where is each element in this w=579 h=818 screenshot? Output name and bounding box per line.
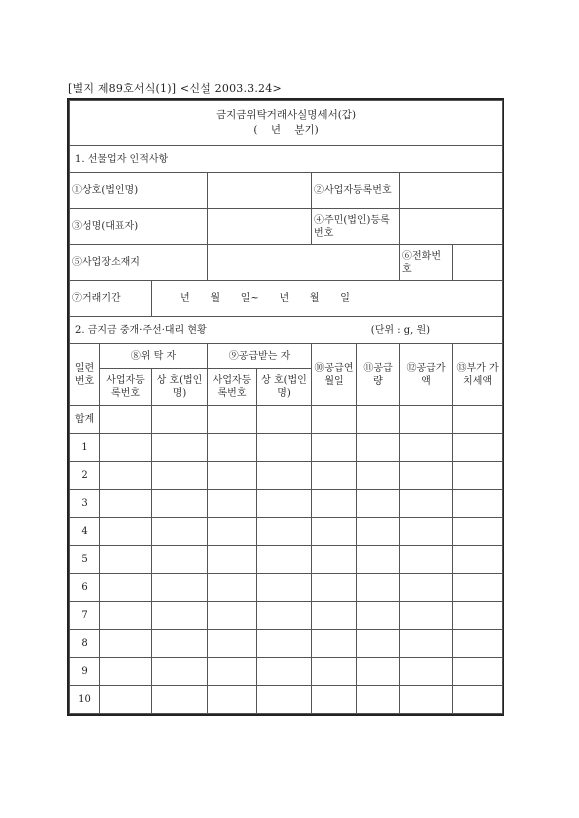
- table-row: [70, 602, 503, 630]
- table-cell[interactable]: [357, 602, 400, 630]
- consignor-bizno-header: 사업자등록번호: [100, 369, 152, 406]
- total-cell[interactable]: [453, 406, 503, 434]
- table-cell[interactable]: [453, 518, 503, 546]
- form-title-main: 금지금위탁거래사실명세서(갑): [216, 109, 357, 121]
- table-cell[interactable]: [257, 602, 312, 630]
- row-number: 3: [70, 490, 100, 518]
- table-cell[interactable]: [312, 630, 357, 658]
- table-cell[interactable]: [312, 518, 357, 546]
- recipient-company-header: 상 호(법인명): [257, 369, 312, 406]
- table-cell[interactable]: [453, 686, 503, 714]
- row-number: 8: [70, 630, 100, 658]
- table-cell[interactable]: [208, 630, 257, 658]
- table-cell[interactable]: [357, 490, 400, 518]
- form-title-quarter: ( 년 분기): [253, 124, 319, 136]
- table-cell[interactable]: [312, 490, 357, 518]
- table-cell[interactable]: [400, 462, 453, 490]
- table-cell[interactable]: [152, 686, 208, 714]
- table-cell[interactable]: [453, 630, 503, 658]
- data-rows: [70, 434, 503, 714]
- supply-quantity-header: ⑪공급량: [357, 344, 400, 406]
- total-cell[interactable]: [152, 406, 208, 434]
- table-cell[interactable]: [312, 434, 357, 462]
- representative-field[interactable]: [208, 209, 312, 245]
- table-cell[interactable]: [357, 518, 400, 546]
- form-number-header: [별지 제89호서식(1)] <신설 2003.3.24>: [68, 82, 282, 95]
- row-number: 4: [70, 518, 100, 546]
- table-row: [70, 658, 503, 686]
- table-cell[interactable]: [208, 574, 257, 602]
- row-number: 7: [70, 602, 100, 630]
- table-cell[interactable]: [400, 686, 453, 714]
- recipient-header: ⑨공급받는 자: [208, 344, 312, 369]
- table-cell[interactable]: [257, 546, 312, 574]
- table-row: [70, 630, 503, 658]
- table-cell[interactable]: [257, 658, 312, 686]
- table-cell[interactable]: [152, 434, 208, 462]
- table-cell[interactable]: [208, 518, 257, 546]
- table-cell[interactable]: [357, 686, 400, 714]
- table-cell[interactable]: [208, 434, 257, 462]
- period-field[interactable]: 년 월 일~ 년 월 일: [152, 281, 503, 317]
- table-cell[interactable]: [100, 462, 152, 490]
- table-cell[interactable]: [100, 602, 152, 630]
- table-cell[interactable]: [100, 574, 152, 602]
- unit-label: (단위 : g, 원): [370, 324, 431, 336]
- row-number: 5: [70, 546, 100, 574]
- table-cell[interactable]: [453, 490, 503, 518]
- table-row: [70, 434, 503, 462]
- row-number: 6: [70, 574, 100, 602]
- form-container: [67, 98, 504, 716]
- table-cell[interactable]: [312, 658, 357, 686]
- table-row: [70, 686, 503, 714]
- table-cell[interactable]: [400, 658, 453, 686]
- recipient-bizno-header: 사업자등록번호: [208, 369, 257, 406]
- serial-header: 일련번호: [70, 344, 100, 406]
- table-cell[interactable]: [400, 518, 453, 546]
- table-cell[interactable]: [152, 546, 208, 574]
- table-row: [70, 490, 503, 518]
- total-cell[interactable]: [357, 406, 400, 434]
- table-cell[interactable]: [257, 574, 312, 602]
- table-cell[interactable]: [453, 574, 503, 602]
- table-cell[interactable]: [152, 602, 208, 630]
- table-cell[interactable]: [257, 490, 312, 518]
- table-cell[interactable]: [357, 574, 400, 602]
- table-cell[interactable]: [100, 546, 152, 574]
- table-cell[interactable]: [357, 658, 400, 686]
- phone-label: ⑥전화번호: [400, 245, 453, 281]
- total-cell[interactable]: [400, 406, 453, 434]
- section1-heading: 1. 선물업자 인적사항: [70, 146, 503, 173]
- table-cell[interactable]: [400, 546, 453, 574]
- table-cell[interactable]: [100, 434, 152, 462]
- company-name-field[interactable]: [208, 173, 312, 209]
- table-cell[interactable]: [152, 630, 208, 658]
- table-cell[interactable]: [453, 602, 503, 630]
- table-row: [70, 546, 503, 574]
- table-cell[interactable]: [100, 490, 152, 518]
- table-cell[interactable]: [453, 658, 503, 686]
- address-field[interactable]: [208, 245, 400, 281]
- table-cell[interactable]: [100, 658, 152, 686]
- total-cell[interactable]: [208, 406, 257, 434]
- section2-title: 2. 금지금 중개·주선·대리 현황: [75, 324, 207, 336]
- table-cell[interactable]: [257, 686, 312, 714]
- table-cell[interactable]: [453, 434, 503, 462]
- vat-header: ⑬부가 가치세액: [453, 344, 503, 406]
- table-row: [70, 518, 503, 546]
- form-table: [69, 100, 503, 714]
- table-cell[interactable]: [257, 518, 312, 546]
- table-cell[interactable]: [208, 658, 257, 686]
- table-cell[interactable]: [400, 490, 453, 518]
- table-cell[interactable]: [152, 658, 208, 686]
- period-label: ⑦거래기간: [70, 281, 152, 317]
- row-number: 1: [70, 434, 100, 462]
- supply-date-header: ⑩공급연월일: [312, 344, 357, 406]
- total-cell[interactable]: [100, 406, 152, 434]
- table-cell[interactable]: [100, 686, 152, 714]
- table-cell[interactable]: [312, 546, 357, 574]
- row-number: 2: [70, 462, 100, 490]
- consignor-header: ⑧위 탁 자: [100, 344, 208, 369]
- table-cell[interactable]: [357, 546, 400, 574]
- table-cell[interactable]: [453, 546, 503, 574]
- table-row: [70, 574, 503, 602]
- table-cell[interactable]: [208, 546, 257, 574]
- row-number: 10: [70, 686, 100, 714]
- table-cell[interactable]: [208, 602, 257, 630]
- table-cell[interactable]: [400, 630, 453, 658]
- table-cell[interactable]: [208, 686, 257, 714]
- supply-value-header: ⑫공급가액: [400, 344, 453, 406]
- table-cell[interactable]: [312, 602, 357, 630]
- total-cell[interactable]: [312, 406, 357, 434]
- table-cell[interactable]: [357, 434, 400, 462]
- table-cell[interactable]: [357, 630, 400, 658]
- address-label: ⑤사업장소재지: [70, 245, 208, 281]
- phone-field[interactable]: [453, 245, 503, 281]
- table-cell[interactable]: [453, 462, 503, 490]
- table-cell[interactable]: [257, 434, 312, 462]
- table-cell[interactable]: [312, 574, 357, 602]
- consignor-company-header: 상 호(법인명): [152, 369, 208, 406]
- table-cell[interactable]: [100, 630, 152, 658]
- table-cell[interactable]: [100, 518, 152, 546]
- table-cell[interactable]: [208, 462, 257, 490]
- total-label: 합계: [70, 406, 100, 434]
- table-cell[interactable]: [357, 462, 400, 490]
- table-cell[interactable]: [152, 518, 208, 546]
- registration-number-label: ④주민(법인)등록번호: [312, 209, 400, 245]
- table-cell[interactable]: [257, 630, 312, 658]
- table-cell[interactable]: [152, 574, 208, 602]
- business-number-label: ②사업자등록번호: [312, 173, 400, 209]
- table-cell[interactable]: [152, 490, 208, 518]
- representative-label: ③성명(대표자): [70, 209, 208, 245]
- company-name-label: ①상호(법인명): [70, 173, 208, 209]
- table-cell[interactable]: [400, 574, 453, 602]
- total-cell[interactable]: [257, 406, 312, 434]
- section2-heading: [70, 317, 503, 344]
- row-number: 9: [70, 658, 100, 686]
- registration-number-field[interactable]: [400, 209, 503, 245]
- table-cell[interactable]: [152, 462, 208, 490]
- table-cell[interactable]: [257, 462, 312, 490]
- table-cell[interactable]: [208, 490, 257, 518]
- table-cell[interactable]: [312, 462, 357, 490]
- form-title: [70, 101, 503, 146]
- table-cell[interactable]: [400, 434, 453, 462]
- table-cell[interactable]: [400, 602, 453, 630]
- table-cell[interactable]: [312, 686, 357, 714]
- table-row: [70, 462, 503, 490]
- business-number-field[interactable]: [400, 173, 503, 209]
